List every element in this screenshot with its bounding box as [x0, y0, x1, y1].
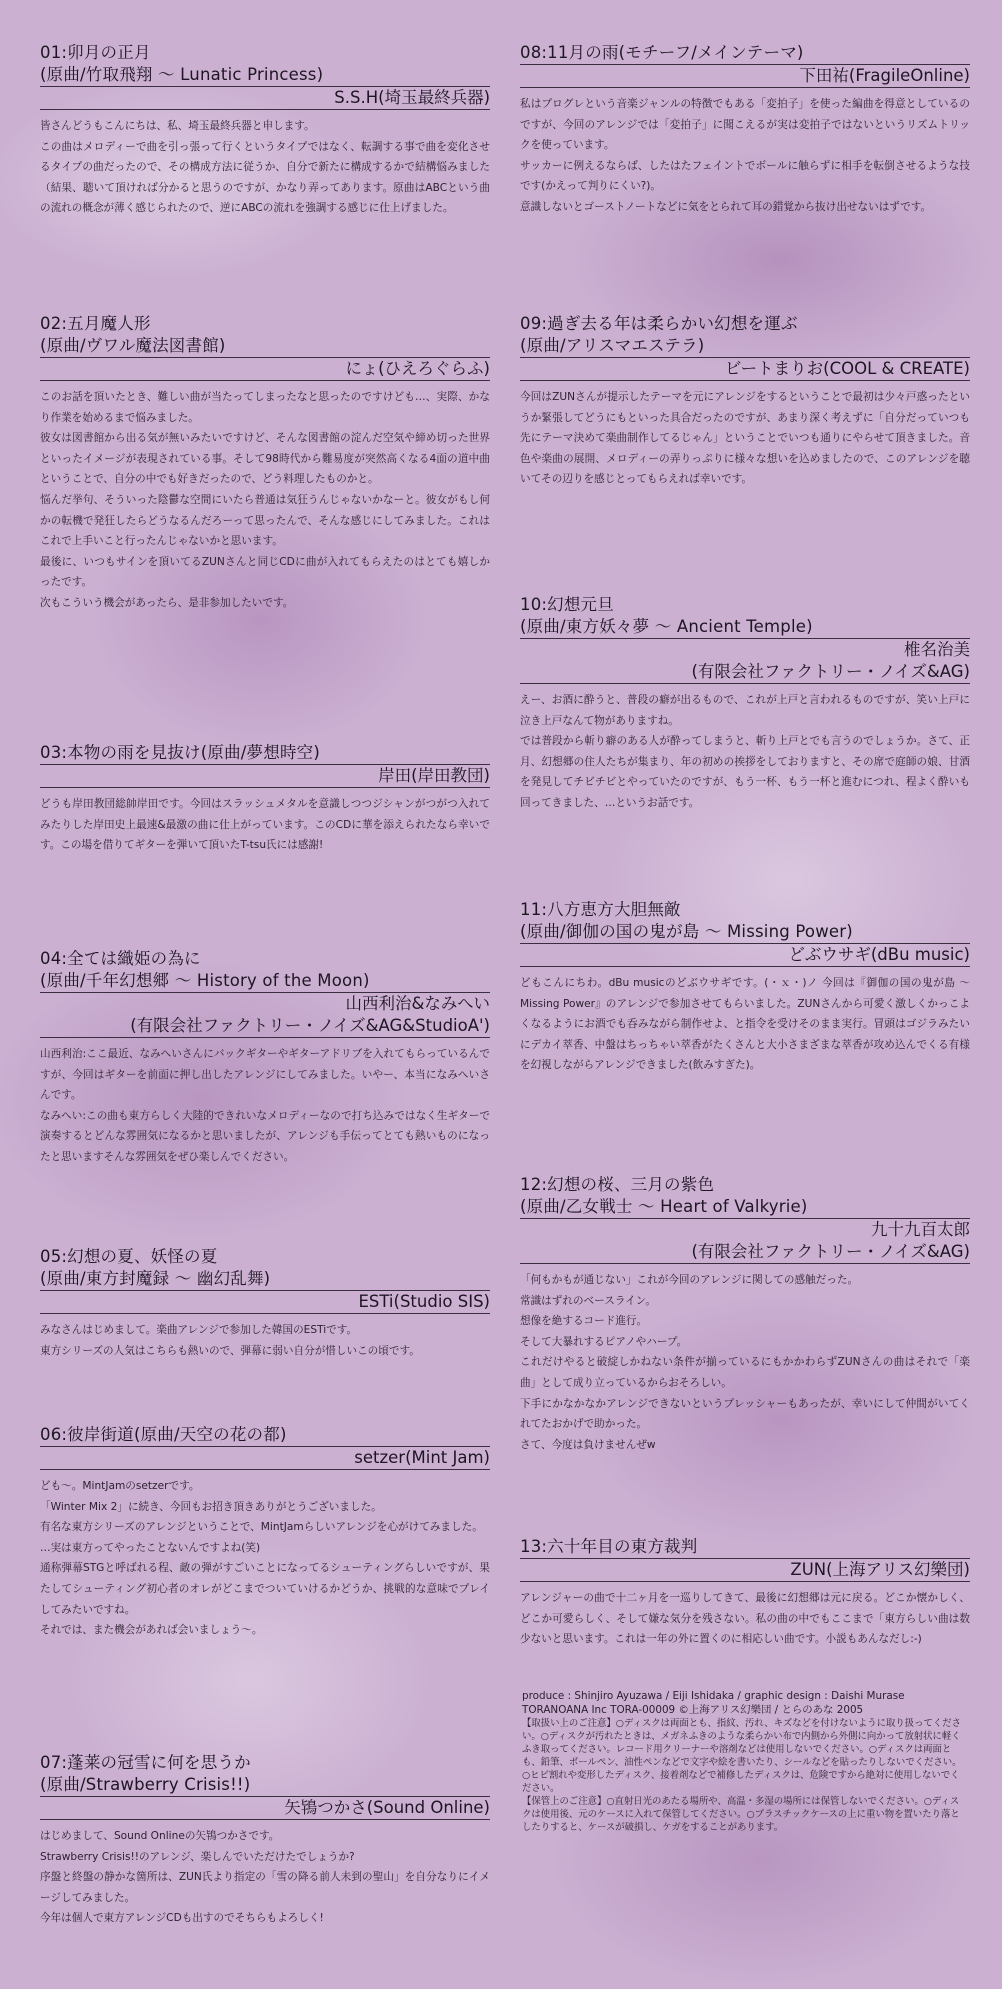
track-original: (原曲/御伽の国の鬼が島 ～ Missing Power)	[520, 921, 970, 944]
track-original: (原曲/アリスマエステラ)	[520, 335, 970, 358]
track-credit: ZUN(上海アリス幻樂団)	[520, 1559, 970, 1582]
track-credit: 矢鴇つかさ(Sound Online)	[40, 1797, 490, 1820]
note-paragraph: 意識しないとゴーストノートなどに気をとられて耳の錯覚から抜け出せないはずです。	[520, 200, 932, 213]
note-paragraph: アレンジャーの曲で十二ヶ月を一巡りしてきて、最後に幻想郷は元に戻る。どこか懐かしく、どこか可愛らしく、そして嫌な気分を残さない。私の曲の中でもここまで「東方らしい曲は数少ないと思います。これは一年の外に置くのに相応しい曲です。小説もあんなだし:-)	[520, 1592, 970, 1646]
track-notes	[520, 1270, 970, 1455]
note-paragraph: みなさんはじめまして。楽曲アレンジで参加した韓国のESTiです。	[40, 1324, 358, 1336]
track-title: 02:五月魔人形	[40, 314, 151, 333]
note-paragraph: 今回はZUNさんが提示したテーマを元にアレンジをするということで最初は少々戸惑ったというか緊張してどうにもといった具合だったのですが、あまり深く考えずに「自分だっていつも先にテーマ決めて楽曲制作してるじゃん」ということでいつも通りにやらせて頂きました。音色や楽曲の展開、メロディーの弄りっぷりに様々な想いを込めましたので、このアレンジを聴いてその辺りを感じとってもらえれば幸いです。	[520, 391, 970, 486]
track-10	[520, 594, 970, 814]
note-paragraph: このお話を頂いたとき、難しい曲が当たってしまったなと思ったのですけども…、実際、かなり作業を始めるまで悩みました。	[40, 391, 490, 424]
note-paragraph: 「Winter Mix 2」に続き、今回もお招き頂きありがとうございました。	[40, 1500, 382, 1513]
track-notes	[520, 94, 970, 218]
note-paragraph: …実は東方ってやったことないんですよね(笑)	[40, 1541, 261, 1554]
note-paragraph: 下手にかなかなかアレンジできないというプレッシャーもあったが、幸いにして仲間がいてくれてたおかげで助かった。	[520, 1397, 970, 1431]
track-credit: にょ(ひえろぐらふ)	[40, 358, 490, 381]
track-title: 10:幻想元旦	[520, 595, 614, 614]
note-paragraph: 通称弾幕STGと呼ばれる程、敵の弾がすごいことになってるシューティングらしいですが、果たしてシューティング初心者のオレがどこまでついていけるかどうか、挑戦的な意味でプレイしてみたいですね。	[40, 1562, 490, 1616]
note-paragraph: 想像を絶するコード進行。	[520, 1315, 648, 1328]
track-credit: ESTi(Studio SIS)	[40, 1291, 490, 1314]
note-paragraph: 序盤と終盤の静かな箇所は、ZUN氏より指定の「雪の降る前人未到の聖山」を自分なりにイメージしてみました。	[40, 1871, 490, 1904]
track-title: 13:六十年目の東方裁判	[520, 1536, 970, 1559]
track-credit: どぶウサギ(dBu music)	[520, 944, 970, 967]
track-09	[520, 313, 970, 490]
note-paragraph: 「何もかもが通じない」これが今回のアレンジに関しての感触だった。	[520, 1274, 859, 1286]
track-original: (原曲/千年幻想郷 ～ History of the Moon)	[40, 970, 490, 993]
track-original: (原曲/竹取飛翔 ～ Lunatic Princess)	[40, 64, 490, 87]
note-paragraph: 次もこういう機会があったら、是非参加したいです。	[40, 596, 294, 609]
track-credit: 椎名治美	[904, 640, 970, 659]
track-notes	[40, 794, 490, 856]
note-paragraph: はじめまして、Sound Onlineの矢鴇つかさです。	[40, 1830, 280, 1842]
note-paragraph: Strawberry Crisis!!のアレンジ、楽しんでいただけたでしょうか?	[40, 1850, 355, 1863]
note-paragraph: そして大暴れするピアノやハープ。	[520, 1335, 688, 1348]
storage-notice: 【保管上のご注意】○直射日光のあたる場所や、高温・多湿の場所には保管しないでください。○ディスクは使用後、元のケースに入れて保管してください。○プラスチックケースの上に重い物を置いたり落としたりすると、ケースが破損し、ケガをすることがあります。	[522, 1796, 960, 1833]
track-credit: 山西利治&なみへい	[345, 994, 490, 1013]
track-title: 06:彼岸街道(原曲/天空の花の都)	[40, 1424, 490, 1447]
track-original: (原曲/東方妖々夢 ～ Ancient Temple)	[520, 616, 970, 639]
track-credit: 下田祐(FragileOnline)	[520, 65, 970, 88]
track-title: 11:八方恵方大胆無敵	[520, 900, 681, 919]
note-paragraph: 山西利治:ここ最近、なみへいさんにバックギターやギターアドリブを入れてもらっているんですが、今回はギターを前面に押し出したアレンジにしてみました。いやー、本当になみへいさんです。	[40, 1048, 490, 1102]
note-paragraph: 彼女は図書館から出る気が無いみたいですけど、そんな図書館の淀んだ空気や締め切った世界といったイメージが表現されている事。そして98時代から難易度が突然高くなる4面の道中曲ということで、自分の中でも好きだったので、どう料理したものかと。	[40, 432, 490, 486]
note-paragraph: これだけやると破綻しかねない条件が揃っているにもかかわらずZUNさんの曲はそれで「楽曲」として成り立っているからおそろしい。	[520, 1356, 970, 1389]
note-paragraph: どもこんにちわ。dBu musicのどぶウサギです。(・ｘ・)ノ 今回は『御伽の国の鬼が島 ～ Missing Power』のアレンジで参加させてもらいました。ZUNさんから可愛く激しくかっこよくなるようにお酒でも呑みながら制作せよ、と指令を受けそのまま実行。冒頭はゴジラみたいにデカイ萃香、中盤はちっちゃい萃香がたくさんと大小さまざまな萃香が攻め込んでくる有様を幻視しながらアレンジできました(飲みすぎた)。	[520, 977, 970, 1072]
track-01	[40, 42, 490, 219]
track-title: 08:11月の雨(モチーフ/メインテーマ)	[520, 42, 970, 65]
note-paragraph: 常識はずれのベースライン。	[520, 1294, 657, 1307]
track-12	[520, 1174, 970, 1455]
note-paragraph: この曲はメロディーで曲を引っ張って行くというタイプではなく、転調する事で曲を変化させるタイプの曲だったので、その構成方法に従うか、自分で新たに構成するかで結構悩みました（結果、聴いて頂ければ分かると思うのですが、かなり弄ってあります。原曲はABCという曲の流れの概念が薄く感じられたので、逆にABCの流れを強調する感じに仕上げました。	[40, 140, 490, 215]
track-07	[40, 1752, 490, 1929]
note-paragraph: 悩んだ挙句、そういった陰鬱な空間にいたら普通は気狂うんじゃないかなーと。彼女がもし何かの転機で発狂したらどうなるんだろーって思ったんで、そんな感じにしてみました。これはこれで上手いこと行ったんじゃないかと思います。	[40, 493, 490, 548]
track-original: (原曲/東方封魔録 ～ 幽幻乱舞)	[40, 1268, 490, 1291]
track-credit-company: (有限会社ファクトリー・ノイズ&AG&StudioA')	[40, 1015, 490, 1038]
track-original: (原曲/乙女戦士 ～ Heart of Valkyrie)	[520, 1196, 970, 1219]
track-04	[40, 948, 490, 1168]
note-paragraph: どうも岸田教団総帥岸田です。今回はスラッシュメタルを意識しつつジシャンがつがつ入れてみたりした岸田史上最速&最激の曲に仕上がっています。このCDに華を添えられたなら幸いです。この場を借りてギターを弾いて頂いたT-tsu氏には感謝!	[40, 798, 490, 852]
track-title: 04:全ては織姫の為に	[40, 949, 201, 968]
track-notes	[40, 116, 490, 219]
track-05	[40, 1246, 490, 1361]
note-paragraph: えー、お酒に酔うと、普段の癖が出るもので、これが上戸と言われるものですが、笑い上戸に泣き上戸なんて物がありますね。	[520, 694, 970, 727]
track-11	[520, 899, 970, 1076]
note-paragraph: では普段から斬り癖のある人が酔ってしまうと、斬り上戸とでも言うのでしょうか。さて、正月、幻想郷の住人たちが集まり、年の初めの挨拶をしておりますと、その席で庭師の娘、甘酒を発見してチビチビとやっていたのですが、もう一杯、もう一杯と進むにつれ、程よく酔いも回ってきました、…というお話です。	[520, 735, 970, 809]
credits-footer	[522, 1689, 962, 1834]
track-title: 12:幻想の桜、三月の紫色	[520, 1175, 715, 1194]
note-paragraph: それでは、また機会があれば会いましょう～。	[40, 1624, 263, 1637]
track-credit: setzer(Mint Jam)	[40, 1447, 490, 1470]
note-paragraph: さて、今度は負けませんぜw	[520, 1438, 656, 1451]
track-notes	[40, 1476, 490, 1641]
track-02	[40, 313, 490, 614]
track-notes	[520, 387, 970, 490]
track-notes	[520, 1588, 970, 1650]
track-notes	[520, 973, 970, 1076]
track-credit: ビートまりお(COOL & CREATE)	[520, 358, 970, 381]
track-notes	[40, 387, 490, 614]
track-title: 07:蓬莱の冠雪に何を思うか	[40, 1753, 251, 1772]
note-paragraph: 今年は個人で東方アレンジCDも出すのでそちらもよろしく!	[40, 1912, 324, 1925]
track-notes	[40, 1044, 490, 1168]
disc-care-notes	[522, 1717, 962, 1834]
note-paragraph: 最後に、いつもサインを頂いてるZUNさんと同じCDに曲が入れてもらえたのはとても嬉しかったです。	[40, 555, 490, 589]
track-13	[520, 1536, 970, 1650]
track-notes	[40, 1320, 490, 1361]
note-paragraph: 有名な東方シリーズのアレンジということで、MintJamらしいアレンジを心がけてみました。	[40, 1521, 483, 1534]
note-paragraph: 私はプログレという音楽ジャンルの特徴でもある「変拍子」を使った編曲を得意としているのですが、今回のアレンジでは「変拍子」に聞こえるが実は変拍子ではないというリズムトリックを使っています。	[520, 98, 970, 152]
track-06	[40, 1424, 490, 1641]
track-title: 03:本物の雨を見抜け(原曲/夢想時空)	[40, 742, 490, 765]
track-original: (原曲/ヴワル魔法図書館)	[40, 335, 490, 358]
note-paragraph: なみへい:この曲も東方らしく大陸的できれいなメロディーなので打ち込みではなく生ギターで演奏するとどんな雰囲気になるかと思いましたが、アレンジも手伝ってとても熱いものになったと思いますそんな雰囲気をぜひ楽しんでください。	[40, 1109, 490, 1163]
track-credit: 九十九百太郎	[871, 1220, 970, 1239]
track-original: (原曲/Strawberry Crisis!!)	[40, 1774, 490, 1797]
note-paragraph: 皆さんどうもこんにちは、私、埼玉最終兵器と申します。	[40, 120, 315, 132]
track-title: 09:過ぎ去る年は柔らかい幻想を運ぶ	[520, 314, 798, 333]
track-notes	[520, 690, 970, 814]
track-credit-company: (有限会社ファクトリー・ノイズ&AG)	[520, 661, 970, 684]
note-paragraph: 東方シリーズの人気はこちらも熱いので、弾幕に弱い自分が惜しいこの頃です。	[40, 1344, 420, 1357]
track-08	[520, 42, 970, 218]
label-catalog-copyright: TORANOANA Inc TORA-00009 ©上海アリス幻樂団 / とらのあな 2005	[522, 1704, 864, 1716]
handling-notice: 【取扱い上のご注意】○ディスクは両面とも、指紋、汚れ、キズなどを付けないように取り扱ってください。○ディスクが汚れたときは、メガネふきのような柔らかい布で内側から外側に向かって放射状に軽くふき取ってください。レコード用クリーナーや溶剤などは使用しないでください。○ディスクは両面とも、鉛筆、ボールペン、油性ペンなどで文字や絵を書いたり、シールなどを貼ったりしないでください。○ヒビ割れや変形したディスク、接着剤などで補修したディスクは、危険ですから絶対に使用しないでください。	[522, 1718, 962, 1794]
staff-credits: produce : Shinjiro Ayuzawa / Eiji Ishidaka / graphic design : Daishi Murase	[522, 1690, 905, 1702]
note-paragraph: サッカーに例えるならば、したはたフェイントでボールに触らずに相手を転倒させるような技です(かえって判りにくい?)。	[520, 159, 970, 193]
track-title: 05:幻想の夏、妖怪の夏	[40, 1247, 218, 1266]
note-paragraph: ども～。MintJamのsetzerです。	[40, 1480, 200, 1492]
track-title: 01:卯月の正月	[40, 43, 151, 62]
track-credit-company: (有限会社ファクトリー・ノイズ&AG)	[520, 1241, 970, 1264]
track-credit: 岸田(岸田教団)	[40, 765, 490, 788]
track-notes	[40, 1826, 490, 1929]
track-credit: S.S.H(埼玉最終兵器)	[40, 87, 490, 110]
track-03	[40, 742, 490, 856]
